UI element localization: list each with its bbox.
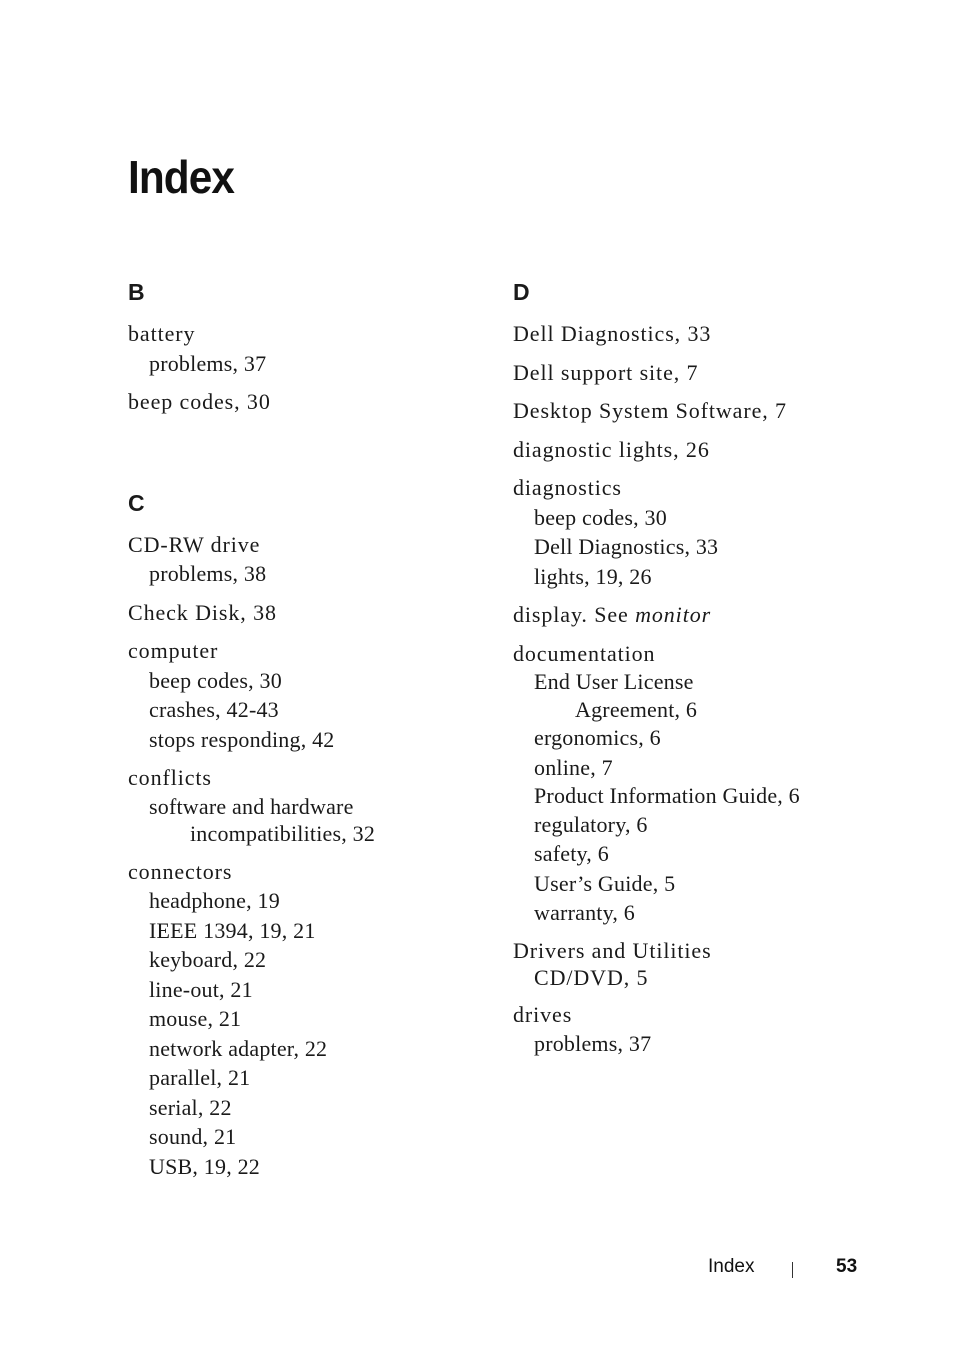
index-term: Check Disk, 38 xyxy=(128,599,277,625)
index-subentry: sound, 21 xyxy=(149,1124,237,1149)
index-subentry: mouse, 21 xyxy=(149,1006,242,1031)
index-entry xyxy=(128,857,458,1182)
index-subentry: headphone, 19 xyxy=(149,888,280,913)
index-section-d xyxy=(513,277,873,1059)
index-subentry: User’s Guide, 5 xyxy=(534,870,676,896)
index-subentry: parallel, 21 xyxy=(149,1065,251,1090)
index-subentry: ergonomics, 6 xyxy=(534,725,661,750)
index-subentry: problems, 37 xyxy=(534,1031,652,1056)
footer-divider xyxy=(792,1262,793,1278)
index-entry xyxy=(513,358,873,388)
index-section-c xyxy=(128,488,458,1182)
index-column-right xyxy=(513,277,873,1068)
index-term: documentation xyxy=(513,640,656,666)
index-term: battery xyxy=(128,321,196,346)
index-term: Desktop System Software, 7 xyxy=(513,398,787,423)
index-term: Dell Diagnostics, 33 xyxy=(513,321,712,346)
index-term xyxy=(513,600,873,630)
page-number: 53 xyxy=(836,1256,858,1277)
index-subentry: USB, 19, 22 xyxy=(149,1153,260,1179)
index-entry xyxy=(513,639,873,928)
index-subentry: network adapter, 22 xyxy=(149,1035,328,1061)
index-subentry: crashes, 42-43 xyxy=(149,697,279,722)
index-term: drives xyxy=(513,1001,573,1027)
index-subentry: serial, 22 xyxy=(149,1094,232,1120)
index-subentry: Product Information Guide, 6 xyxy=(534,783,800,808)
index-term: computer xyxy=(128,638,219,663)
index-entry xyxy=(513,396,873,426)
index-entry xyxy=(513,319,873,349)
index-subentry: software and hardware incompatibilities, 32 xyxy=(149,793,376,846)
index-term: Dell support site, 7 xyxy=(513,359,699,385)
index-entry xyxy=(513,1000,873,1059)
index-entry xyxy=(128,319,458,378)
index-entry xyxy=(513,473,873,591)
index-subentry: beep codes, 30 xyxy=(534,504,667,530)
index-subentry: online, 7 xyxy=(534,754,613,780)
page-title: Index xyxy=(128,151,234,203)
index-subentry: problems, 38 xyxy=(149,561,267,586)
index-entry xyxy=(128,763,458,848)
index-subentry: keyboard, 22 xyxy=(149,947,267,972)
index-entry xyxy=(128,530,458,589)
section-spacer xyxy=(128,426,458,488)
index-subentry: IEEE 1394, 19, 21 xyxy=(149,917,316,943)
index-subentry: regulatory, 6 xyxy=(534,811,648,837)
index-term: CD-RW drive xyxy=(128,531,261,557)
index-subentry: line-out, 21 xyxy=(149,976,253,1002)
index-subentry: Dell Diagnostics, 33 xyxy=(534,534,719,559)
index-subentry: stops responding, 42 xyxy=(149,726,335,752)
index-term: diagnostics xyxy=(513,475,622,500)
index-entry xyxy=(513,435,873,465)
index-subentry: warranty, 6 xyxy=(534,900,635,925)
index-term: conflicts xyxy=(128,765,212,790)
index-entry xyxy=(513,937,873,991)
index-subentry: End User License Agreement, 6 xyxy=(534,669,698,722)
index-entry xyxy=(128,387,458,417)
index-term-text: display. See xyxy=(513,602,629,627)
section-letter: B xyxy=(128,279,145,305)
index-section-b xyxy=(128,277,458,417)
index-term: beep codes, 30 xyxy=(128,389,271,414)
index-entry xyxy=(513,600,873,630)
section-letter: C xyxy=(128,489,145,516)
section-letter: D xyxy=(513,279,530,305)
index-term: Drivers and Utilities CD/DVD, 5 xyxy=(513,937,712,990)
index-cross-reference: monitor xyxy=(635,602,712,627)
index-subentry: beep codes, 30 xyxy=(149,667,282,693)
index-entry xyxy=(128,636,458,754)
index-column-left xyxy=(128,277,458,1190)
index-subentry: lights, 19, 26 xyxy=(534,563,652,589)
footer-section-label: Index xyxy=(708,1256,755,1277)
index-subentry: problems, 37 xyxy=(149,350,267,376)
index-entry xyxy=(128,598,458,628)
index-term: connectors xyxy=(128,858,233,884)
index-term: diagnostic lights, 26 xyxy=(513,436,710,462)
index-subentry: safety, 6 xyxy=(534,841,609,866)
